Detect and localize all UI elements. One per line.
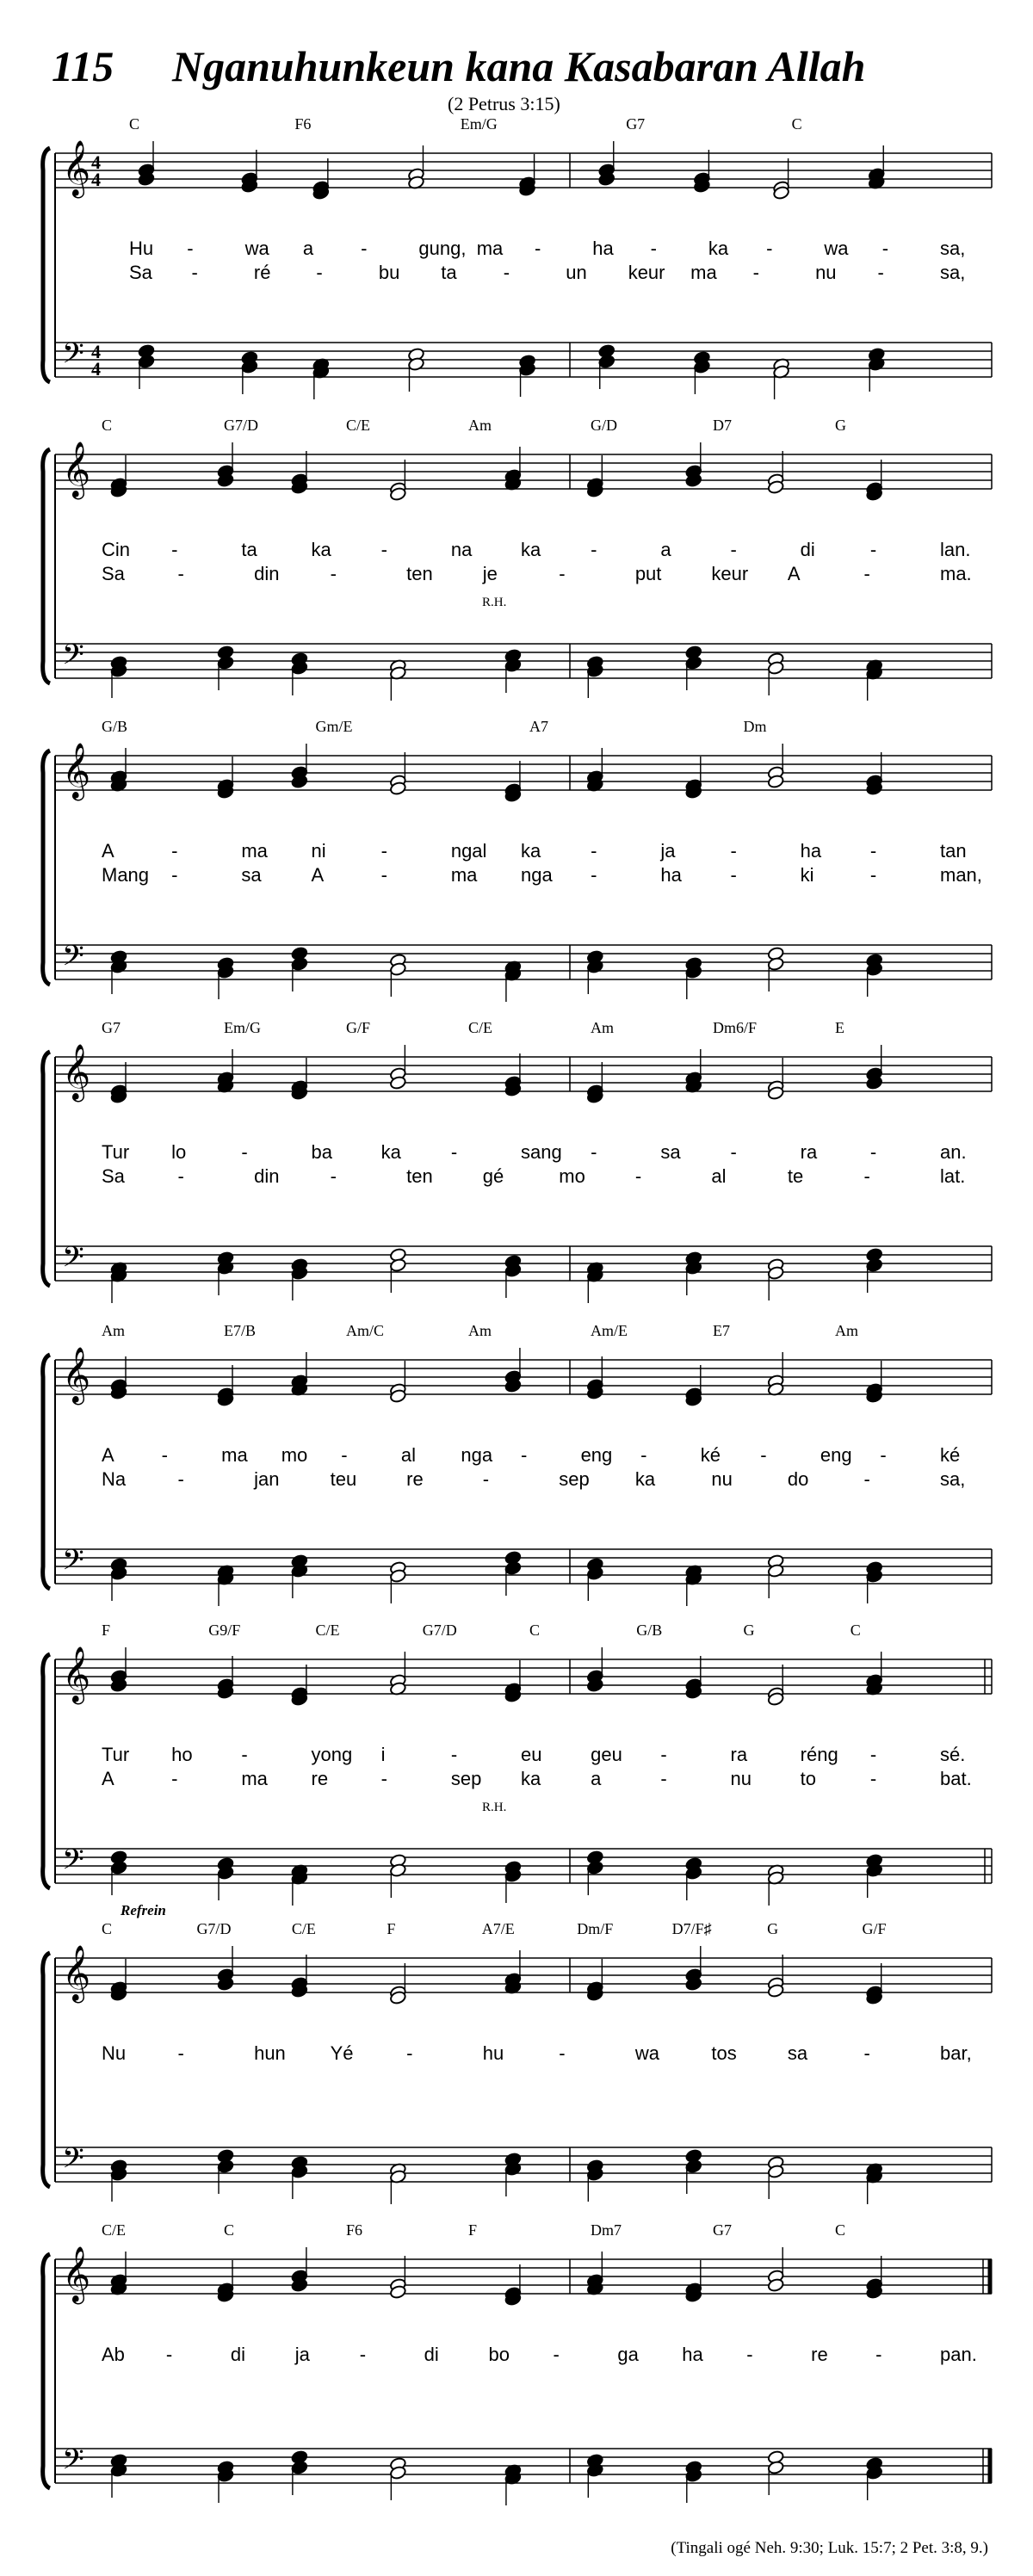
lyric-verse-2: ma: [450, 864, 478, 886]
lyric-verse-1: -: [241, 1141, 248, 1163]
lyric-verse-2: lat.: [940, 1165, 966, 1187]
hymn-number: 115: [52, 42, 114, 90]
chord-symbol: G: [835, 417, 846, 434]
chord-symbol: E: [835, 1019, 844, 1036]
chord-symbol: G/B: [636, 1622, 663, 1639]
lyric-verse-1: wa: [634, 2042, 659, 2064]
lyric-verse-1: sa: [787, 2042, 808, 2064]
lyric-verse-1: tos: [711, 2042, 737, 2064]
lyric-verse-2: -: [330, 1165, 337, 1187]
lyric-verse-1: lan.: [940, 539, 971, 560]
lyric-verse-1: -: [640, 1444, 647, 1466]
system-2: [43, 417, 992, 701]
lyric-verse-2: keur: [628, 262, 665, 283]
brace: [43, 148, 50, 382]
performance-mark: R.H.: [482, 1801, 507, 1814]
brace: [43, 1052, 50, 1286]
chord-symbol: C: [529, 1622, 541, 1639]
chord-symbol: Am: [468, 1322, 492, 1339]
lyric-verse-1: di: [800, 539, 815, 560]
lyric-verse-1: -: [171, 539, 178, 560]
treble-clef: 𝄞: [62, 2248, 91, 2301]
lyric-verse-2: -: [730, 864, 737, 886]
lyric-verse-2: Mang: [102, 864, 150, 886]
lyric-verse-1: bo: [488, 2344, 510, 2365]
lyric-verse-1: wa: [824, 238, 849, 259]
lyric-verse-1: -: [766, 238, 773, 259]
brace: [43, 2254, 50, 2488]
lyric-verse-2: -: [177, 563, 184, 584]
chord-symbol: G/D: [591, 417, 617, 434]
lyric-verse-1: ma: [241, 840, 268, 862]
lyric-verse-1: ha: [800, 840, 822, 862]
chord-symbol: C/E: [468, 1019, 493, 1036]
chord-symbol: A7/E: [481, 1920, 515, 1937]
lyric-verse-1: ké: [940, 1444, 961, 1466]
lyric-verse-1: na: [450, 539, 473, 560]
chord-symbol: G: [767, 1920, 779, 1937]
lyric-verse-2: -: [660, 1768, 667, 1789]
lyric-verse-1: Yé: [330, 2042, 354, 2064]
chord-symbol: Dm6/F: [713, 1019, 758, 1036]
chord-symbol: F6: [346, 2221, 363, 2239]
chord-symbol: D7: [713, 417, 732, 434]
lyric-verse-2: A: [311, 864, 325, 886]
lyric-verse-2: teu: [330, 1468, 357, 1490]
lyric-verse-2: -: [177, 1165, 184, 1187]
lyric-verse-2: a: [591, 1768, 602, 1789]
treble-clef: 𝄞: [62, 1648, 91, 1702]
lyric-verse-2: ka: [634, 1468, 656, 1490]
chord-symbol: E7: [713, 1322, 730, 1339]
lyric-verse-1: A: [102, 840, 114, 862]
chord-symbol: Am/E: [591, 1322, 628, 1339]
chord-symbol: G7/D: [224, 417, 258, 434]
time-sig-bottom: 4: [91, 358, 101, 380]
lyric-verse-2: -: [863, 1468, 870, 1490]
note-head: [504, 1560, 522, 1575]
lyric-verse-1: A: [102, 1444, 114, 1466]
note-head: [586, 1860, 603, 1875]
bass-clef: 𝄢: [62, 1844, 84, 1882]
lyric-verse-1: -: [591, 1141, 597, 1163]
lyric-verse-2: ma: [241, 1768, 268, 1789]
lyric-verse-1: al: [400, 1444, 416, 1466]
lyric-verse-2: Na: [102, 1468, 127, 1490]
lyric-verse-2: Sa: [102, 563, 125, 584]
lyric-verse-2: -: [171, 1768, 178, 1789]
lyric-verse-1: -: [187, 238, 194, 259]
lyric-verse-2: -: [634, 1165, 642, 1187]
chord-symbol: G/F: [346, 1019, 371, 1036]
lyric-verse-1: ka: [708, 238, 729, 259]
lyric-verse-1: -: [730, 539, 737, 560]
lyric-verse-2: sa: [241, 864, 262, 886]
bass-clef: 𝄢: [62, 639, 84, 677]
treble-clef: 𝄞: [62, 1046, 91, 1099]
lyric-verse-2: ka: [521, 1768, 541, 1789]
lyric-verse-1: -: [760, 1444, 767, 1466]
lyric-verse-1: -: [660, 1744, 667, 1765]
lyric-verse-1: Tur: [102, 1744, 130, 1765]
lyric-verse-1: -: [359, 2344, 367, 2365]
lyric-verse-1: sé.: [940, 1744, 966, 1765]
chord-symbol: Am: [102, 1322, 125, 1339]
lyric-verse-1: ma: [476, 238, 504, 259]
brace: [43, 751, 50, 985]
lyric-verse-2: ma: [690, 262, 717, 283]
lyric-verse-1: tan: [940, 840, 967, 862]
time-sig-top: 4: [91, 341, 101, 362]
lyric-verse-2: ten: [406, 563, 433, 584]
brace: [43, 1953, 50, 2187]
lyric-verse-1: ja: [660, 840, 676, 862]
lyric-verse-1: -: [863, 2042, 870, 2064]
chord-symbol: G7: [713, 2221, 732, 2239]
lyric-verse-2: -: [503, 262, 510, 283]
lyric-verse-1: ta: [241, 539, 257, 560]
system-6: [43, 1622, 992, 1906]
lyric-verse-2: sa,: [940, 1468, 966, 1490]
bass-clef: 𝄢: [62, 337, 84, 376]
lyric-verse-1: Ab: [102, 2344, 125, 2365]
system-3: [43, 718, 992, 1002]
lyric-verse-1: ngal: [450, 840, 487, 862]
lyric-verse-1: -: [730, 840, 737, 862]
lyric-verse-2: je: [482, 563, 498, 584]
lyric-verse-1: Tur: [102, 1141, 130, 1163]
treble-clef: 𝄞: [62, 443, 91, 497]
chord-symbol: G7: [626, 115, 646, 133]
chord-symbol: Gm/E: [315, 718, 353, 735]
lyric-verse-2: -: [316, 262, 323, 283]
chord-symbol: C/E: [291, 1920, 316, 1937]
lyric-verse-1: ka: [521, 539, 541, 560]
lyric-verse-1: geu: [591, 1744, 622, 1765]
lyric-verse-2: jan: [254, 1468, 280, 1490]
note-head: [138, 354, 155, 368]
lyric-verse-2: gé: [482, 1165, 504, 1187]
chord-symbol: C: [102, 1920, 113, 1937]
chord-symbol: C: [102, 417, 113, 434]
lyric-verse-1: -: [450, 1744, 458, 1765]
lyric-verse-2: keur: [711, 563, 749, 584]
chord-symbol: C: [791, 115, 802, 133]
lyric-verse-2: ma.: [940, 563, 972, 584]
lyric-verse-1: -: [875, 2344, 882, 2365]
note-head: [767, 956, 784, 971]
lyric-verse-2: din: [254, 563, 280, 584]
hymn-title: Nganuhunkeun kana Kasabaran Allah: [172, 42, 866, 90]
lyric-verse-2: din: [254, 1165, 280, 1187]
lyric-verse-1: bar,: [940, 2042, 972, 2064]
note-head: [598, 354, 615, 368]
lyric-verse-1: sa: [660, 1141, 681, 1163]
chord-symbol: A7: [529, 718, 548, 735]
treble-clef: 𝄞: [62, 142, 91, 195]
lyric-verse-1: ka: [380, 1141, 401, 1163]
lyric-verse-2: bat.: [940, 1768, 972, 1789]
lyric-verse-1: di: [424, 2344, 439, 2365]
lyric-verse-2: ta: [441, 262, 457, 283]
lyric-verse-1: pan.: [940, 2344, 977, 2365]
lyric-verse-1: -: [241, 1744, 248, 1765]
chord-symbol: Am: [835, 1322, 858, 1339]
note-head: [291, 956, 308, 971]
lyric-verse-1: -: [869, 1744, 877, 1765]
lyric-verse-1: ra: [800, 1141, 818, 1163]
lyric-verse-2: nu: [730, 1768, 752, 1789]
lyric-verse-1: -: [406, 2042, 413, 2064]
note-head: [685, 655, 702, 670]
lyric-verse-1: Hu: [129, 238, 154, 259]
lyric-verse-1: ké: [700, 1444, 721, 1466]
lyric-verse-1: nga: [461, 1444, 493, 1466]
chord-symbol: F: [102, 1622, 111, 1639]
lyric-verse-2: ha: [660, 864, 682, 886]
lyric-verse-2: do: [787, 1468, 809, 1490]
lyric-verse-1: ma: [221, 1444, 248, 1466]
lyric-verse-2: -: [869, 1768, 877, 1789]
lyric-verse-2: re: [406, 1468, 424, 1490]
chord-symbol: C: [850, 1622, 861, 1639]
chord-symbol: C/E: [346, 417, 371, 434]
lyric-verse-1: -: [869, 840, 877, 862]
lyric-verse-1: sang: [521, 1141, 562, 1163]
bass-clef: 𝄢: [62, 2443, 84, 2482]
brace: [43, 449, 50, 683]
lyric-verse-1: lo: [171, 1141, 187, 1163]
performance-mark: R.H.: [482, 596, 507, 609]
lyric-verse-1: -: [380, 539, 387, 560]
lyric-verse-2: -: [863, 563, 870, 584]
chord-symbol: F6: [294, 115, 312, 133]
lyric-verse-2: to: [800, 1768, 817, 1789]
lyric-verse-1: ha: [592, 238, 614, 259]
lyric-verse-1: -: [177, 2042, 184, 2064]
chord-symbol: G9/F: [208, 1622, 241, 1639]
brace: [43, 1355, 50, 1589]
lyric-verse-1: ha: [682, 2344, 703, 2365]
lyric-verse-2: -: [863, 1165, 870, 1187]
lyric-verse-2: -: [482, 1468, 490, 1490]
lyric-verse-2: -: [171, 864, 178, 886]
chord-symbol: C/E: [315, 1622, 340, 1639]
lyric-verse-1: i: [380, 1744, 386, 1765]
lyric-verse-1: -: [559, 2042, 566, 2064]
lyric-verse-2: ki: [800, 864, 814, 886]
lyric-verse-1: Nu: [102, 2042, 127, 2064]
lyric-verse-1: sa,: [940, 238, 966, 259]
lyric-verse-1: an.: [940, 1141, 967, 1163]
section-label: Refrein: [121, 1902, 166, 1918]
lyric-verse-2: -: [177, 1468, 184, 1490]
chord-symbol: G: [743, 1622, 755, 1639]
lyric-verse-1: ka: [311, 539, 331, 560]
lyric-verse-2: sep: [450, 1768, 482, 1789]
lyric-verse-2: -: [380, 1768, 387, 1789]
note-head: [866, 1257, 883, 1272]
system-4: [43, 1019, 992, 1303]
treble-clef: 𝄞: [62, 1947, 91, 2000]
lyric-verse-1: mo: [281, 1444, 308, 1466]
lyric-verse-2: -: [752, 262, 759, 283]
chord-symbol: C: [835, 2221, 846, 2239]
lyric-verse-1: ni: [311, 840, 326, 862]
lyric-verse-1: -: [881, 238, 889, 259]
lyric-verse-1: ba: [311, 1141, 332, 1163]
lyric-verse-1: ja: [294, 2344, 310, 2365]
note-head: [389, 1257, 406, 1272]
system-7: [43, 1902, 992, 2204]
lyric-verse-1: -: [521, 1444, 528, 1466]
chord-symbol: Dm: [743, 718, 767, 735]
chord-symbol: C/E: [102, 2221, 127, 2239]
system-5: [43, 1322, 992, 1606]
lyric-verse-2: al: [711, 1165, 727, 1187]
lyric-verse-1: -: [535, 238, 541, 259]
lyric-verse-2: mo: [559, 1165, 585, 1187]
lyric-verse-2: -: [591, 864, 597, 886]
chord-symbol: C: [224, 2221, 235, 2239]
chord-symbol: Dm7: [591, 2221, 622, 2239]
lyric-verse-2: -: [330, 563, 337, 584]
note-head: [217, 2159, 234, 2173]
lyric-verse-2: un: [566, 262, 587, 283]
lyric-verse-2: Sa: [129, 262, 152, 283]
lyric-verse-2: -: [877, 262, 884, 283]
lyric-verse-2: re: [311, 1768, 329, 1789]
lyric-verse-2: sa,: [940, 262, 966, 283]
note-head: [110, 1860, 127, 1875]
lyric-verse-1: wa: [244, 238, 269, 259]
chord-symbol: G7/D: [422, 1622, 457, 1639]
lyric-verse-2: nu: [711, 1468, 733, 1490]
lyric-verse-1: -: [650, 238, 657, 259]
chord-symbol: G7/D: [196, 1920, 232, 1937]
chord-symbol: Em/G: [224, 1019, 261, 1036]
chord-symbol: Em/G: [460, 115, 498, 133]
lyric-verse-1: eng: [580, 1444, 613, 1466]
lyric-verse-1: ho: [171, 1744, 193, 1765]
lyric-verse-1: réng: [800, 1744, 838, 1765]
lyric-verse-2: put: [634, 563, 662, 584]
chord-symbol: C: [129, 115, 140, 133]
bass-clef: 𝄢: [62, 940, 84, 979]
cross-reference-footer: (Tingali ogé Neh. 9:30; Luk. 15:7; 2 Pet. 3:8, 9.): [671, 2539, 988, 2557]
lyric-verse-1: ka: [521, 840, 541, 862]
bass-clef: 𝄢: [62, 1241, 84, 1280]
lyric-verse-1: di: [230, 2344, 245, 2365]
lyric-verse-1: -: [380, 840, 387, 862]
lyric-verse-1: -: [553, 2344, 560, 2365]
treble-clef: 𝄞: [62, 744, 91, 798]
lyric-verse-1: -: [880, 1444, 887, 1466]
chord-symbol: G7: [102, 1019, 121, 1036]
lyric-verse-1: eng: [820, 1444, 852, 1466]
time-sig-bottom: 4: [91, 169, 101, 190]
lyric-verse-1: -: [591, 539, 597, 560]
lyric-verse-2: -: [380, 864, 387, 886]
lyric-verse-1: -: [450, 1141, 458, 1163]
lyric-verse-1: -: [361, 238, 368, 259]
note-head: [291, 2460, 308, 2474]
lyric-verse-2: man,: [940, 864, 982, 886]
lyric-verse-2: A: [102, 1768, 114, 1789]
lyric-verse-1: ga: [617, 2344, 639, 2365]
note-head: [217, 655, 234, 670]
lyric-verse-1: ra: [730, 1744, 748, 1765]
lyric-verse-2: sep: [559, 1468, 590, 1490]
lyric-verse-1: yong: [311, 1744, 353, 1765]
bass-clef: 𝄢: [62, 1544, 84, 1583]
lyric-verse-1: -: [869, 539, 877, 560]
chord-symbol: G/B: [102, 718, 128, 735]
treble-clef: 𝄞: [62, 1349, 91, 1402]
lyric-verse-1: -: [591, 840, 597, 862]
lyric-verse-1: re: [811, 2344, 828, 2365]
chord-symbol: Am: [468, 417, 492, 434]
lyric-verse-1: -: [746, 2344, 753, 2365]
chord-symbol: Dm/F: [577, 1920, 614, 1937]
lyric-verse-1: hun: [254, 2042, 286, 2064]
chord-symbol: F: [387, 1920, 396, 1937]
chord-symbol: E7/B: [224, 1322, 257, 1339]
lyric-verse-2: Sa: [102, 1165, 125, 1187]
lyric-verse-2: -: [191, 262, 198, 283]
lyric-verse-1: eu: [521, 1744, 542, 1765]
lyric-verse-2: bu: [378, 262, 400, 283]
lyric-verse-1: -: [730, 1141, 737, 1163]
lyric-verse-1: a: [302, 238, 314, 259]
brace: [43, 1654, 50, 1888]
chord-symbol: Am: [591, 1019, 614, 1036]
chord-symbol: D7/F♯: [671, 1920, 712, 1937]
chord-symbol: F: [468, 2221, 478, 2239]
lyric-verse-1: a: [660, 539, 671, 560]
lyric-verse-2: ré: [253, 262, 271, 283]
lyric-verse-1: -: [869, 1141, 877, 1163]
lyric-verse-1: -: [165, 2344, 173, 2365]
note-head: [685, 2159, 702, 2173]
time-sig-top: 4: [91, 151, 101, 173]
lyric-verse-1: -: [171, 840, 178, 862]
chord-symbol: G/F: [862, 1920, 887, 1937]
lyric-verse-1: Cin: [102, 539, 131, 560]
lyric-verse-1: -: [161, 1444, 168, 1466]
lyric-verse-2: nu: [815, 262, 837, 283]
lyric-verse-1: hu: [482, 2042, 504, 2064]
lyric-verse-2: A: [787, 563, 801, 584]
bass-clef: 𝄢: [62, 2142, 84, 2181]
scripture-reference: (2 Petrus 3:15): [448, 93, 560, 114]
system-1: [43, 115, 992, 399]
lyric-verse-1: -: [341, 1444, 348, 1466]
lyric-verse-2: nga: [521, 864, 553, 886]
lyric-verse-2: -: [559, 563, 566, 584]
note-head: [767, 2460, 784, 2474]
lyric-verse-2: -: [869, 864, 877, 886]
lyric-verse-2: te: [787, 1165, 804, 1187]
chord-symbol: Am/C: [346, 1322, 385, 1339]
lyric-verse-2: ten: [406, 1165, 433, 1187]
system-8: [43, 2221, 992, 2505]
lyric-verse-1: gung,: [418, 238, 467, 259]
